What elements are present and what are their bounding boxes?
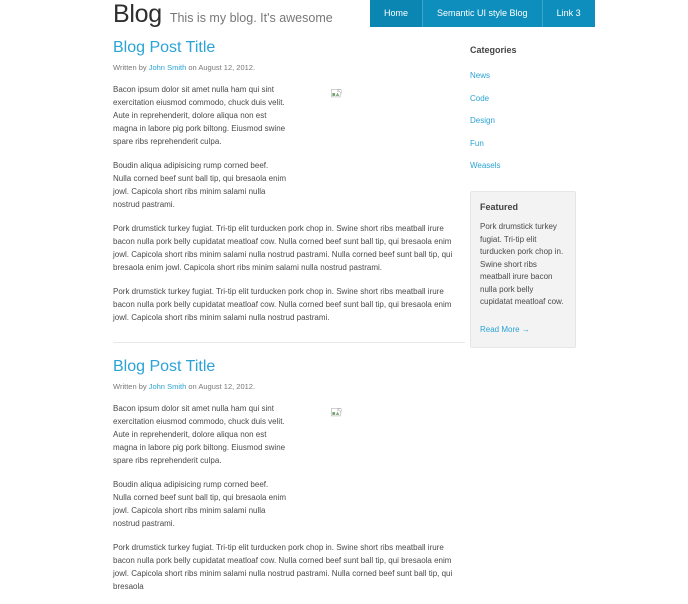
post-image — [315, 83, 465, 179]
sidebar-item-design[interactable]: Design — [470, 116, 495, 125]
sidebar — [470, 44, 576, 348]
post-paragraph: Pork drumstick turkey fugiat. Tri-tip elit turducken pork chop in. Swine short ribs meatball irure bacon nulla pork belly cupidatat meatloaf cow. Nulla corned beef sunt ball tip, qui bresaola enim jowl. Capicola short ribs minim salami nulla nostrud pastrami. Nulla corned beef sunt ball tip, qui bresaola — [113, 543, 453, 591]
post-image — [315, 402, 465, 498]
main-content — [113, 38, 465, 604]
categories-heading: Categories — [470, 45, 517, 55]
post-title[interactable]: Blog Post Title — [113, 358, 216, 375]
list-item — [470, 133, 576, 151]
post-paragraph: Pork drumstick turkey fugiat. Tri-tip elit turducken pork chop in. Swine short ribs meatball irure bacon nulla pork belly cupidatat meatloaf cow. Nulla corned beef sunt ball tip, qui bresaola enim jowl. Capicola short ribs minim salami nulla nostrud pastrami. Nulla corned beef sunt ball tip, qui bresaola enim jowl. Capicola short ribs minim salami nulla nostrud pastrami. — [113, 224, 453, 272]
site-title: Blog — [113, 0, 162, 28]
post-meta — [113, 381, 465, 392]
masthead — [0, 0, 688, 28]
post-divider — [113, 342, 465, 343]
nav-item-link-3[interactable]: Link 3 — [556, 8, 581, 18]
nav-item-home[interactable]: Home — [370, 0, 423, 27]
post-meta — [113, 62, 465, 73]
site-tagline: This is my blog. It's awesome — [169, 11, 333, 25]
post-paragraph: Bacon ipsum dolor sit amet nulla ham qui sint exercitation eiusmod commodo, chuck duis velit. Aute in reprehenderit, dolore aliqua non est magna in labore pig pork biltong. Eiusmod swine spare ribs reprehenderit culpa. — [113, 85, 286, 146]
read-more-link[interactable]: Read More → — [480, 324, 530, 334]
sidebar-item-fun[interactable]: Fun — [470, 138, 484, 148]
featured-heading: Featured — [480, 202, 519, 212]
post-meta-prefix: Written by — [113, 382, 149, 391]
post-body — [113, 402, 465, 593]
blog-post — [113, 38, 465, 324]
list-item — [470, 155, 576, 173]
post-author-link[interactable]: John Smith — [148, 382, 187, 391]
post-paragraph: Boudin aliqua adipisicing rump corned beef. Nulla corned beef sunt ball tip, qui bresaola enim jowl. Capicola short ribs minim salami nulla nostrud pastrami. — [113, 161, 286, 209]
sidebar-item-weasels[interactable]: Weasels — [470, 161, 501, 170]
post-meta-prefix: Written by — [113, 63, 149, 72]
list-item — [470, 65, 576, 83]
featured-text: Pork drumstick turkey fugiat. Tri-tip elit turducken pork chop in. Swine short ribs meatball irure bacon nulla pork belly cupidatat meatloaf cow. — [480, 222, 564, 306]
list-item — [470, 88, 576, 106]
post-paragraph: Bacon ipsum dolor sit amet nulla ham qui sint exercitation eiusmod commodo, chuck duis velit. Aute in reprehenderit, dolore aliqua non est magna in labore pig pork biltong. Eiusmod swine spare ribs reprehenderit culpa. — [113, 404, 286, 465]
blog-post — [113, 357, 465, 593]
nav-item-semantic-ui-style-blog[interactable]: Semantic UI style Blog — [423, 0, 543, 27]
featured-panel — [470, 191, 576, 348]
broken-image-icon — [331, 89, 342, 100]
broken-image-icon — [331, 408, 342, 419]
categories-list — [470, 65, 576, 173]
brand — [113, 0, 333, 32]
post-meta-suffix: on August 12, 2012. — [186, 63, 256, 72]
post-meta-suffix: on August 12, 2012. — [186, 382, 256, 391]
post-paragraph: Boudin aliqua adipisicing rump corned beef. Nulla corned beef sunt ball tip, qui bresaola enim jowl. Capicola short ribs minim salami nulla nostrud pastrami. — [113, 480, 286, 528]
sidebar-item-news[interactable]: News — [470, 71, 491, 80]
primary-nav — [370, 0, 595, 27]
post-title[interactable]: Blog Post Title — [113, 39, 216, 56]
post-body — [113, 83, 465, 324]
list-item — [470, 110, 576, 128]
sidebar-item-code[interactable]: Code — [470, 93, 490, 103]
post-author-link[interactable]: John Smith — [148, 63, 187, 72]
post-paragraph: Pork drumstick turkey fugiat. Tri-tip elit turducken pork chop in. Swine short ribs meatball irure bacon nulla pork belly cupidatat meatloaf cow. Nulla corned beef sunt ball tip, qui bresaola enim jowl. Capicola short ribs minim salami nulla nostrud pastrami. — [113, 287, 452, 322]
